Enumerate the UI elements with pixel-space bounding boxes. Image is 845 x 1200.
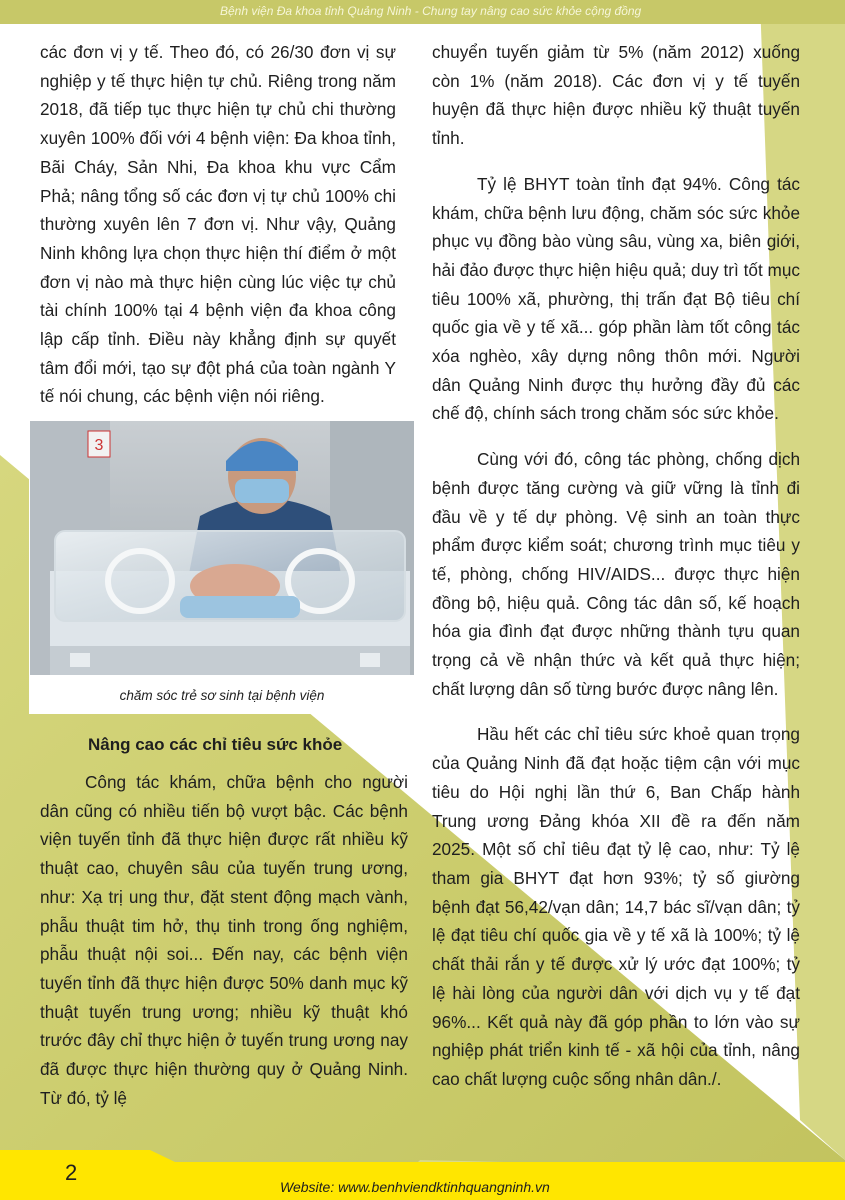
right-paragraph-2: Tỷ lệ BHYT toàn tỉnh đạt 94%. Công tác khám, chữa bệnh lưu động, chăm sóc sức khỏe phục vụ đồng bào vùng sâu, vùng xa, biên giới, hải đảo được thực hiện hiệu quả; duy trì tốt mục tiêu 100% xã, phường, thị trấn đạt Bộ tiêu chí quốc gia về y tế xã... góp phần làm tốt công tác xóa nghèo, xây dựng nông thôn mới. Người dân Quảng Ninh được thụ hưởng đầy đủ các chế độ, chính sách trong chăm sóc sức khỏe. [432, 173, 800, 424]
right-paragraph-3: Cùng với đó, công tác phòng, chống dịch bệnh được tăng cường và giữ vững là tỉnh đi đầu về y tế dự phòng. Vệ sinh an toàn thực phẩm được kiểm soát; chương trình mục tiêu y tế, phòng, chống HIV/AIDS... được thực hiện đồng bộ, hiệu quả. Công tác dân số, kế hoạch hóa gia đình đạt được những thành tựu quan trọng cả về nhận thức và kết quả thực hiện; chất lượng dân số từng bước được nâng lên. [432, 449, 800, 699]
incubator-number-label: 3 [94, 437, 104, 454]
newborn-incubator-photo [30, 421, 414, 675]
right-paragraph-4: Hầu hết các chỉ tiêu sức khoẻ quan trọng của Quảng Ninh đã đạt hoặc tiệm cận với mục tiêu do Hội nghị lần thứ 6, Ban Chấp hành Trung ương Đảng khóa XII đề ra đến năm 2025. Một số chỉ tiêu đạt tỷ lệ cao, như: Tỷ lệ tham gia BHYT đạt hơn 93%; tỷ số giường bệnh đạt 56,42/vạn dân; 14,7 bác sĩ/vạn dân; tỷ lệ đạt tiêu chí quốc gia về y tế xã là 100%; tỷ lệ chất thải rắn y tế được xử lý ước đạt 100%; tỷ lệ hài lòng của người dân với dịch vụ y tế đạt 96%... Kết quả này đã góp phần to lớn vào sự nghiệp phát triển kinh tế - xã hội của tỉnh, nâng cao chất lượng cuộc sống nhân dân./. [432, 724, 800, 1089]
photo-figure [29, 420, 415, 714]
right-column [432, 38, 800, 1094]
page-number: 2 [65, 1160, 78, 1185]
photo-caption: chăm sóc trẻ sơ sinh tại bệnh viện [119, 688, 325, 703]
right-paragraph-1: chuyển tuyến giảm từ 5% (năm 2012) xuống còn 1% (năm 2018). Các đơn vị y tế tuyến huyện đã thực hiện được nhiều kỹ thuật tuyến tỉnh. [432, 42, 800, 149]
section-heading: Nâng cao các chỉ tiêu sức khỏe [88, 735, 343, 754]
left-paragraph-1: các đơn vị y tế. Theo đó, có 26/30 đơn vị sự nghiệp y tế thực hiện tự chủ. Riêng trong năm 2018, đã tiếp tục thực hiện tự chủ chi thường xuyên 100% đối với 4 bệnh viện: Đa khoa tỉnh, Bãi Cháy, Sản Nhi, Đa khoa khu vực Cẩm Phả; nâng tổng số các đơn vị tự chủ 100% chi thường xuyên lên 7 đơn vị. Như vậy, Quảng Ninh không lựa chọn thực hiện thí điểm ở một đơn vị nào mà thực hiện cùng lúc việc tự chủ tài chính 100% tại 4 bệnh viện đa khoa công lập cấp tỉnh. Điều này khẳng định sự quyết tâm đổi mới, tạo sự đột phá của toàn ngành Y tế nói chung, các bệnh viện nói riêng. [40, 42, 396, 407]
section-paragraph-1: Công tác khám, chữa bệnh cho người dân cũng có nhiều tiến bộ vượt bậc. Các bệnh viện tuyến tỉnh đã thực hiện được rất nhiều kỹ thuật cao, chuyên sâu của tuyến trung ương, như: Xạ trị ung thư, đặt stent động mạch vành, phẫu thuật tim hở, thụ tinh trong ống nghiệm, phẫu thuật nội soi... Đến nay, các bệnh viện tuyến tỉnh đã thực hiện được 50% danh mục kỹ thuật tuyến trung ương; nhiều kỹ thuật khó trước đây chỉ thực hiện ở tuyến trung ương nay đã được thực hiện thường quy ở Quảng Ninh. Từ đó, tỷ lệ [40, 772, 408, 1108]
left-column-top [40, 38, 396, 411]
running-title: Bệnh viện Đa khoa tỉnh Quảng Ninh - Chung tay nâng cao sức khỏe cộng đồng [220, 4, 642, 18]
left-column-bottom [40, 768, 408, 1112]
footer-website[interactable]: Website: www.benhviendktinhquangninh.vn [280, 1179, 550, 1195]
